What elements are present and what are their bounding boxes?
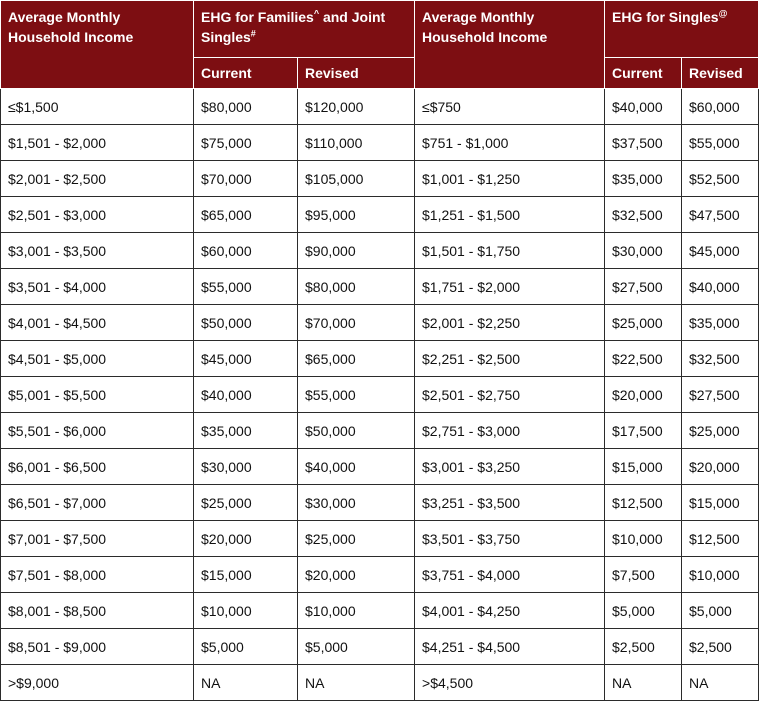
table-row xyxy=(1,305,759,341)
caret-mark: ^ xyxy=(313,8,320,19)
table-row xyxy=(1,269,759,305)
family-income-cell: $7,001 - $7,500 xyxy=(1,521,194,557)
header-income-singles xyxy=(415,1,605,89)
family-revised-cell: $110,000 xyxy=(298,125,415,161)
family-revised-cell: $120,000 xyxy=(298,89,415,125)
single-revised-cell: $45,000 xyxy=(682,233,759,269)
single-revised-cell: $5,000 xyxy=(682,593,759,629)
single-current-cell: $32,500 xyxy=(605,197,682,233)
table-row xyxy=(1,449,759,485)
single-income-cell: $3,001 - $3,250 xyxy=(415,449,605,485)
table-header xyxy=(1,1,759,89)
single-revised-cell: $47,500 xyxy=(682,197,759,233)
single-revised-cell: $52,500 xyxy=(682,161,759,197)
table-row xyxy=(1,89,759,125)
family-income-cell: $6,001 - $6,500 xyxy=(1,449,194,485)
single-income-cell: $1,751 - $2,000 xyxy=(415,269,605,305)
single-income-cell: $751 - $1,000 xyxy=(415,125,605,161)
table-row xyxy=(1,377,759,413)
single-current-cell: $35,000 xyxy=(605,161,682,197)
family-income-cell: ≤$1,500 xyxy=(1,89,194,125)
single-current-cell: $30,000 xyxy=(605,233,682,269)
family-current-cell: $55,000 xyxy=(194,269,298,305)
single-income-cell: $2,251 - $2,500 xyxy=(415,341,605,377)
single-current-cell: $40,000 xyxy=(605,89,682,125)
single-current-cell: $25,000 xyxy=(605,305,682,341)
header-fam-current: Current xyxy=(194,58,298,89)
family-current-cell: $45,000 xyxy=(194,341,298,377)
single-current-cell: $37,500 xyxy=(605,125,682,161)
family-revised-cell: $65,000 xyxy=(298,341,415,377)
at-mark: @ xyxy=(718,8,728,19)
table-row xyxy=(1,197,759,233)
table-row xyxy=(1,233,759,269)
table-row xyxy=(1,161,759,197)
family-revised-cell: $50,000 xyxy=(298,413,415,449)
header-income-families xyxy=(1,1,194,89)
hash-mark: # xyxy=(250,28,256,39)
family-income-cell: $4,501 - $5,000 xyxy=(1,341,194,377)
header-sgl-current: Current xyxy=(605,58,682,89)
family-revised-cell: $40,000 xyxy=(298,449,415,485)
single-revised-cell: $2,500 xyxy=(682,629,759,665)
table-row xyxy=(1,521,759,557)
family-current-cell: $65,000 xyxy=(194,197,298,233)
single-income-cell: $1,001 - $1,250 xyxy=(415,161,605,197)
single-income-cell: $1,501 - $1,750 xyxy=(415,233,605,269)
table-row xyxy=(1,557,759,593)
single-revised-cell: $10,000 xyxy=(682,557,759,593)
family-income-cell: >$9,000 xyxy=(1,665,194,701)
header-fam-revised: Revised xyxy=(298,58,415,89)
header-sgl-revised: Revised xyxy=(682,58,759,89)
family-income-cell: $4,001 - $4,500 xyxy=(1,305,194,341)
family-income-cell: $8,501 - $9,000 xyxy=(1,629,194,665)
single-income-cell: $4,001 - $4,250 xyxy=(415,593,605,629)
family-current-cell: $75,000 xyxy=(194,125,298,161)
header-ehg-singles: EHG for Singles@ xyxy=(605,1,759,58)
single-revised-cell: $55,000 xyxy=(682,125,759,161)
family-current-cell: $10,000 xyxy=(194,593,298,629)
table-row xyxy=(1,413,759,449)
single-current-cell: $27,500 xyxy=(605,269,682,305)
family-current-cell: $25,000 xyxy=(194,485,298,521)
family-income-cell: $6,501 - $7,000 xyxy=(1,485,194,521)
single-income-cell: $3,751 - $4,000 xyxy=(415,557,605,593)
family-revised-cell: $70,000 xyxy=(298,305,415,341)
single-revised-cell: $15,000 xyxy=(682,485,759,521)
family-revised-cell: $90,000 xyxy=(298,233,415,269)
header-income-singles-label: Average Monthly Household Income xyxy=(422,9,548,45)
family-revised-cell: $20,000 xyxy=(298,557,415,593)
family-current-cell: $80,000 xyxy=(194,89,298,125)
single-income-cell: $3,501 - $3,750 xyxy=(415,521,605,557)
family-revised-cell: $105,000 xyxy=(298,161,415,197)
family-income-cell: $7,501 - $8,000 xyxy=(1,557,194,593)
family-income-cell: $3,001 - $3,500 xyxy=(1,233,194,269)
single-revised-cell: $32,500 xyxy=(682,341,759,377)
single-income-cell: $3,251 - $3,500 xyxy=(415,485,605,521)
single-current-cell: $12,500 xyxy=(605,485,682,521)
single-current-cell: $7,500 xyxy=(605,557,682,593)
family-current-cell: $20,000 xyxy=(194,521,298,557)
family-revised-cell: NA xyxy=(298,665,415,701)
family-current-cell: $30,000 xyxy=(194,449,298,485)
single-revised-cell: $40,000 xyxy=(682,269,759,305)
family-revised-cell: $10,000 xyxy=(298,593,415,629)
family-income-cell: $3,501 - $4,000 xyxy=(1,269,194,305)
family-revised-cell: $55,000 xyxy=(298,377,415,413)
family-income-cell: $8,001 - $8,500 xyxy=(1,593,194,629)
single-current-cell: $5,000 xyxy=(605,593,682,629)
family-current-cell: $60,000 xyxy=(194,233,298,269)
table-row xyxy=(1,665,759,701)
single-revised-cell: $35,000 xyxy=(682,305,759,341)
single-income-cell: $2,001 - $2,250 xyxy=(415,305,605,341)
single-revised-cell: $25,000 xyxy=(682,413,759,449)
family-current-cell: $15,000 xyxy=(194,557,298,593)
family-revised-cell: $5,000 xyxy=(298,629,415,665)
single-income-cell: $1,251 - $1,500 xyxy=(415,197,605,233)
family-revised-cell: $95,000 xyxy=(298,197,415,233)
family-current-cell: $35,000 xyxy=(194,413,298,449)
single-current-cell: $22,500 xyxy=(605,341,682,377)
table-body xyxy=(1,89,759,701)
family-income-cell: $5,501 - $6,000 xyxy=(1,413,194,449)
single-revised-cell: $12,500 xyxy=(682,521,759,557)
family-current-cell: $70,000 xyxy=(194,161,298,197)
table-row xyxy=(1,485,759,521)
header-ehg-families: EHG for Families^ and Joint Singles# xyxy=(194,1,415,58)
family-income-cell: $2,001 - $2,500 xyxy=(1,161,194,197)
family-income-cell: $5,001 - $5,500 xyxy=(1,377,194,413)
single-current-cell: NA xyxy=(605,665,682,701)
single-revised-cell: NA xyxy=(682,665,759,701)
table-row xyxy=(1,593,759,629)
single-current-cell: $20,000 xyxy=(605,377,682,413)
family-current-cell: $50,000 xyxy=(194,305,298,341)
single-revised-cell: $27,500 xyxy=(682,377,759,413)
table-row xyxy=(1,341,759,377)
header-income-families-label: Average Monthly Household Income xyxy=(8,9,134,45)
table-row xyxy=(1,629,759,665)
single-income-cell: $2,501 - $2,750 xyxy=(415,377,605,413)
single-current-cell: $15,000 xyxy=(605,449,682,485)
family-revised-cell: $80,000 xyxy=(298,269,415,305)
family-current-cell: $5,000 xyxy=(194,629,298,665)
single-income-cell: >$4,500 xyxy=(415,665,605,701)
family-current-cell: NA xyxy=(194,665,298,701)
family-revised-cell: $30,000 xyxy=(298,485,415,521)
single-income-cell: $2,751 - $3,000 xyxy=(415,413,605,449)
single-current-cell: $2,500 xyxy=(605,629,682,665)
family-income-cell: $2,501 - $3,000 xyxy=(1,197,194,233)
family-income-cell: $1,501 - $2,000 xyxy=(1,125,194,161)
single-revised-cell: $60,000 xyxy=(682,89,759,125)
header-row-top xyxy=(1,1,759,58)
single-current-cell: $17,500 xyxy=(605,413,682,449)
single-revised-cell: $20,000 xyxy=(682,449,759,485)
single-current-cell: $10,000 xyxy=(605,521,682,557)
single-income-cell: ≤$750 xyxy=(415,89,605,125)
single-income-cell: $4,251 - $4,500 xyxy=(415,629,605,665)
table-row xyxy=(1,125,759,161)
family-revised-cell: $25,000 xyxy=(298,521,415,557)
family-current-cell: $40,000 xyxy=(194,377,298,413)
